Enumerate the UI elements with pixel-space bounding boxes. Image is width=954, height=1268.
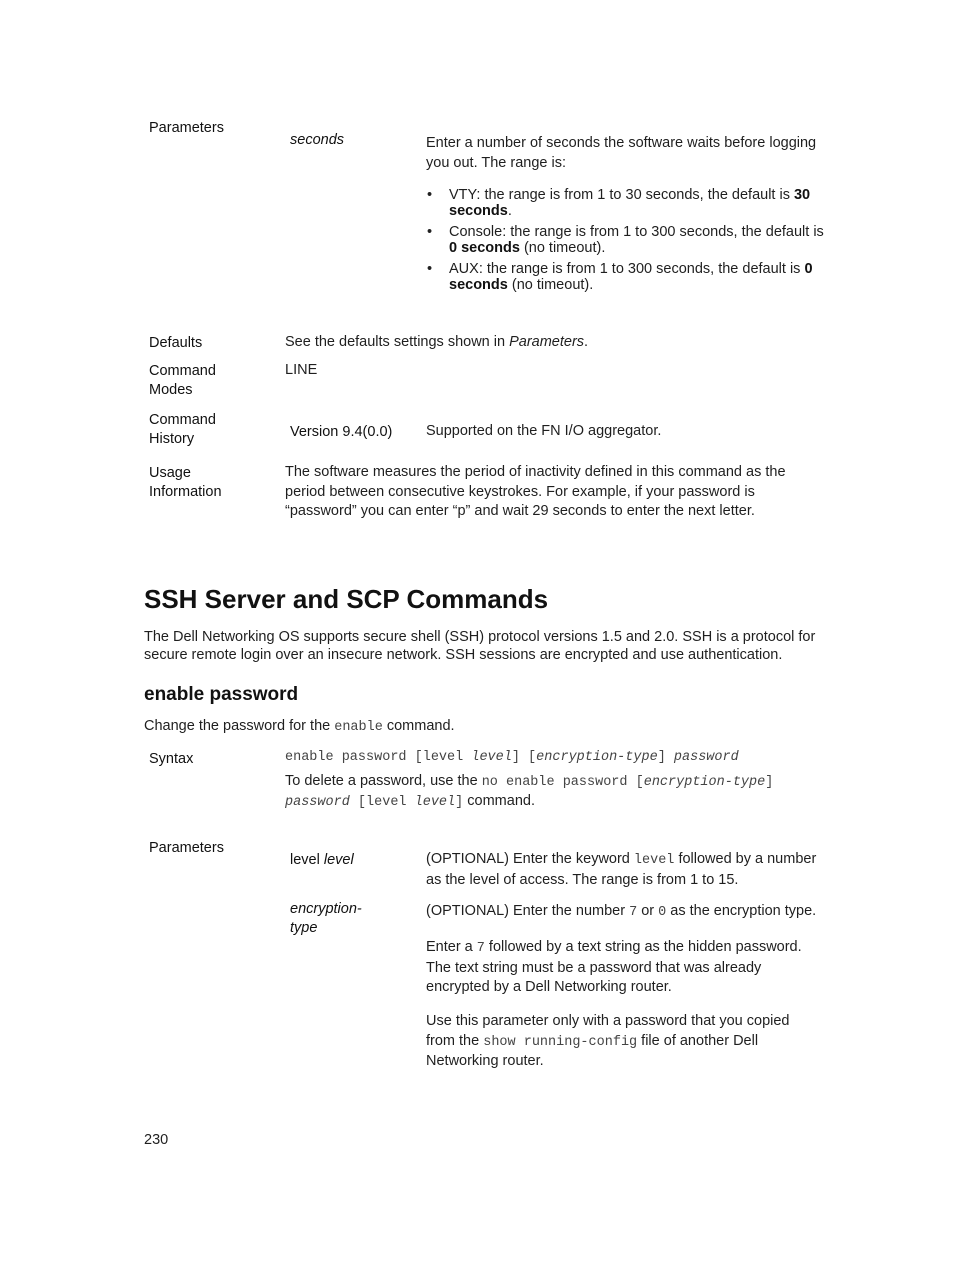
- parameters-label: Parameters: [149, 120, 224, 136]
- list-item: • Console: the range is from 1 to 300 seconds, the default is 0 seconds (no timeout).: [426, 224, 826, 256]
- param-level-desc: (OPTIONAL) Enter the keyword level followed by a number as the level of access. The range is from 1 to 15.: [426, 851, 817, 888]
- section-title: SSH Server and SCP Commands: [144, 584, 549, 614]
- syntax-delete-line2: password [level level] command.: [285, 793, 535, 810]
- defaults-text: See the defaults settings shown in Parameters.: [285, 334, 589, 350]
- usage-information-label: Usage Information: [149, 465, 222, 500]
- usage-information-text: The software measures the period of inactivity defined in this command as the period between consecutive keystrokes. For example, if your password is “password” you can enter “p” and wait 29 seconds to enter the next letter.: [285, 464, 786, 519]
- param-seconds-desc: Enter a number of seconds the software waits before logging you out. The range is:: [426, 135, 817, 171]
- command-intro: Change the password for the enable command.: [144, 718, 455, 735]
- history-desc: Supported on the FN I/O aggregator.: [426, 423, 662, 439]
- command-title: enable password: [144, 684, 299, 705]
- param-encryption-type-name: encryption- type: [290, 901, 362, 936]
- param-encryption-type-desc-1: (OPTIONAL) Enter the number 7 or 0 as the encryption type.: [426, 903, 817, 920]
- defaults-label: Defaults: [149, 335, 203, 351]
- param-seconds-name: seconds: [290, 132, 345, 148]
- command-modes-label: Command Modes: [149, 363, 216, 398]
- section-intro: The Dell Networking OS supports secure shell (SSH) protocol versions 1.5 and 2.0. SSH is a protocol for secure remote login over an insecure network. SSH sessions are encrypted and use authentication.: [144, 629, 816, 663]
- syntax-label: Syntax: [149, 751, 194, 767]
- list-item: • VTY: the range is from 1 to 30 seconds, the default is 30 seconds.: [426, 187, 826, 219]
- parameters-label: Parameters: [149, 840, 224, 856]
- page-number: 230: [144, 1132, 169, 1148]
- command-modes-value: LINE: [285, 362, 318, 378]
- history-version: Version 9.4(0.0): [290, 424, 393, 440]
- seconds-range-list: [426, 187, 826, 298]
- command-history-label: Command History: [149, 412, 216, 447]
- param-encryption-type-desc-2: Enter a 7 followed by a text string as the hidden password. The text string must be a password that was already encrypted by a Dell Networking router.: [426, 939, 802, 995]
- param-encryption-type-desc-3: Use this parameter only with a password that you copied from the show running-config file of another Dell Networking router.: [426, 1013, 790, 1069]
- syntax-code: enable password [level level] [encryption-type] password: [285, 750, 739, 765]
- list-item: • AUX: the range is from 1 to 300 seconds, the default is 0 seconds (no timeout).: [426, 261, 826, 293]
- param-level-name: level level: [290, 852, 354, 868]
- syntax-delete-line1: To delete a password, use the no enable password [encryption-type]: [285, 773, 774, 790]
